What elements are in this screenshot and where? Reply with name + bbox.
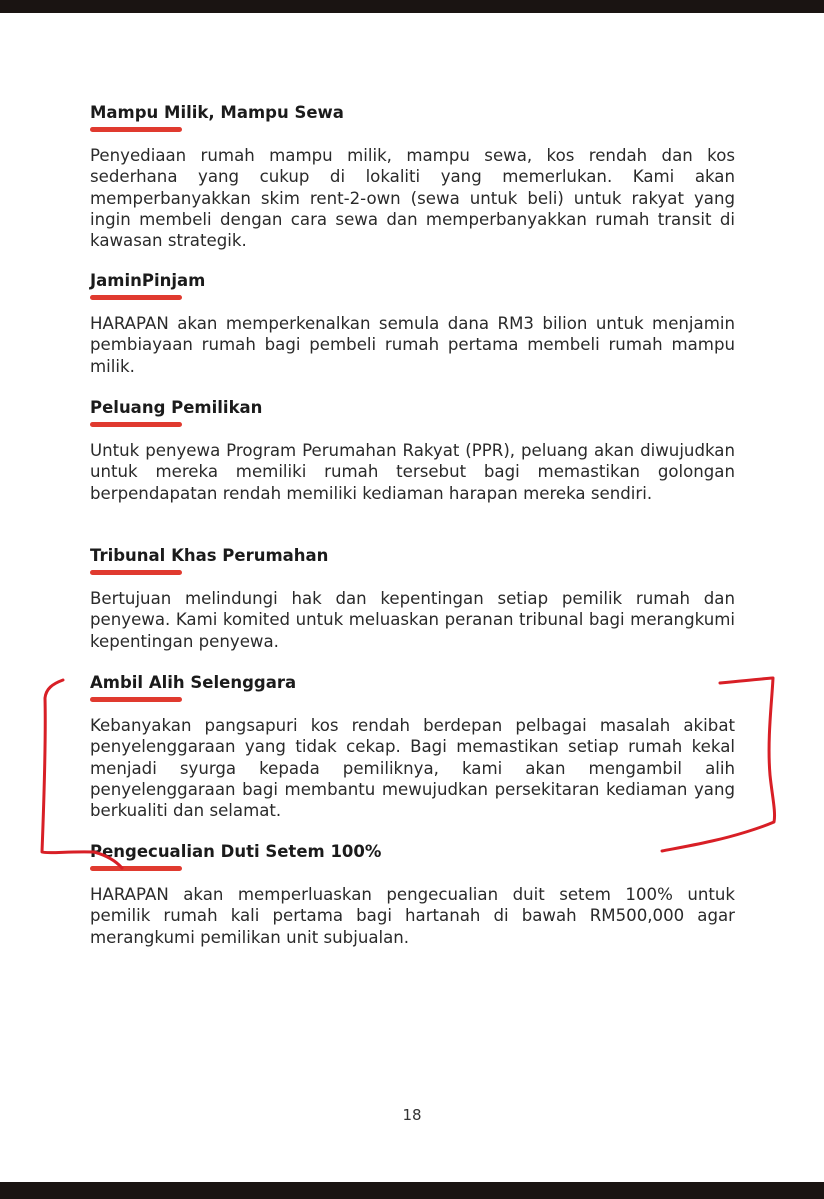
section-peluang-pemilikan xyxy=(90,397,735,545)
section-heading: Mampu Milik, Mampu Sewa xyxy=(90,103,344,122)
heading-underline xyxy=(90,570,182,575)
section-mampu-milik xyxy=(90,102,735,270)
section-heading: Tribunal Khas Perumahan xyxy=(90,546,329,565)
section-body: HARAPAN akan memperluaskan pengecualian duit setem 100% untuk pemilik rumah kali pertama bagi hartanah di bawah RM500,000 agar merangkumi pemilikan unit subjualan. xyxy=(90,885,735,947)
bottom-frame-bar xyxy=(0,1182,824,1199)
section-heading: JaminPinjam xyxy=(90,271,206,290)
section-body: Kebanyakan pangsapuri kos rendah berdepan pelbagai masalah akibat penyelenggaraan yang tidak cekap. Bagi memastikan setiap rumah kekal menjadi syurga kepada pemiliknya, kami akan mengambil alih penyelenggaraan bagi membantu mewujudkan persekitaran kediaman yang berkualiti dan selamat. xyxy=(90,716,735,821)
section-heading: Ambil Alih Selenggara xyxy=(90,673,297,692)
heading-underline xyxy=(90,127,182,132)
section-body: Penyediaan rumah mampu milik, mampu sewa, kos rendah dan kos sederhana yang cukup di lokaliti yang memerlukan. Kami akan memperbanyakkan skim rent-2-own (sewa untuk beli) untuk rakyat yang ingin membeli dengan cara sewa dan memperbanyakkan rumah transit di kawasan strategik. xyxy=(90,146,735,251)
heading-underline xyxy=(90,295,182,300)
heading-underline xyxy=(90,697,182,702)
section-tribunal-khas xyxy=(90,545,735,672)
section-heading: Pengecualian Duti Setem 100% xyxy=(90,842,382,861)
heading-underline xyxy=(90,866,182,871)
heading-underline xyxy=(90,422,182,427)
page-number: 18 xyxy=(402,1106,422,1124)
section-pengecualian-duti-setem xyxy=(90,841,735,961)
top-frame-bar xyxy=(0,0,824,13)
section-body: Bertujuan melindungi hak dan kepentingan setiap pemilik rumah dan penyewa. Kami komited untuk meluaskan peranan tribunal bagi merangkumi kepentingan penyewa. xyxy=(90,589,735,651)
section-jaminpinjam xyxy=(90,270,735,397)
document-content xyxy=(90,102,735,961)
section-body: HARAPAN akan memperkenalkan semula dana RM3 bilion untuk menjamin pembiayaan rumah bagi pembeli rumah pertama membeli rumah mampu milik. xyxy=(90,314,735,376)
section-ambil-alih-selenggara xyxy=(90,672,735,841)
section-heading: Peluang Pemilikan xyxy=(90,398,263,417)
section-body: Untuk penyewa Program Perumahan Rakyat (PPR), peluang akan diwujudkan untuk mereka memiliki rumah tersebut bagi memastikan golongan berpendapatan rendah memiliki kediaman harapan mereka sendiri. xyxy=(90,441,735,503)
